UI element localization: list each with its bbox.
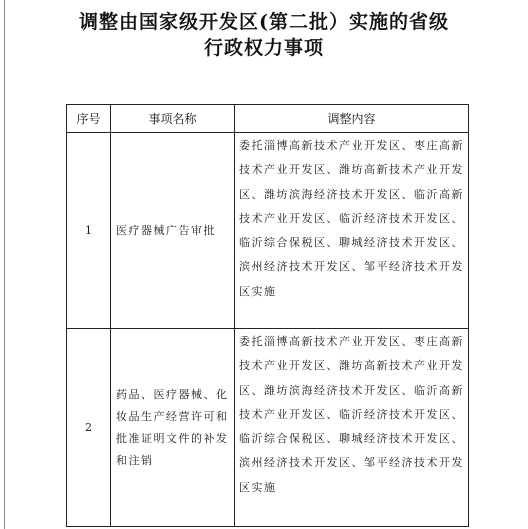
document-title-line-2: 行政权力事项 bbox=[203, 37, 324, 59]
row-item-name: 医疗器械广告审批 bbox=[111, 133, 235, 329]
table-row bbox=[67, 329, 469, 527]
adjustment-table bbox=[66, 104, 469, 527]
page-edge-line bbox=[4, 0, 5, 529]
header-item-name: 事项名称 bbox=[111, 105, 235, 133]
table-row bbox=[67, 133, 469, 329]
row-adjustment-content: 委托淄博高新技术产业开发区、枣庄高新技术产业开发区、潍坊高新技术产业开发区、潍坊滨海经济技术开发区、临沂高新技术产业开发区、临沂经济技术开发区、临沂综合保税区、聊城经济技术开发区、滨州经济技术开发区、邹平经济技术开发区实施 bbox=[235, 329, 469, 527]
table-header-row bbox=[67, 105, 469, 133]
row-item-name: 药品、医疗器械、化妆品生产经营许可和批准证明文件的补发和注销 bbox=[111, 329, 235, 527]
row-adjustment-content: 委托淄博高新技术产业开发区、枣庄高新技术产业开发区、潍坊高新技术产业开发区、潍坊滨海经济技术开发区、临沂高新技术产业开发区、临沂经济技术开发区、临沂综合保税区、聊城经济技术开发区、滨州经济技术开发区、邹平经济技术开发区实施 bbox=[235, 133, 469, 329]
header-adjustment-content: 调整内容 bbox=[235, 105, 469, 133]
row-index: 1 bbox=[67, 133, 111, 329]
header-index: 序号 bbox=[67, 105, 111, 133]
row-index: 2 bbox=[67, 329, 111, 527]
document-title-line-1: 调整由国家级开发区(第二批）实施的省级 bbox=[79, 11, 449, 33]
